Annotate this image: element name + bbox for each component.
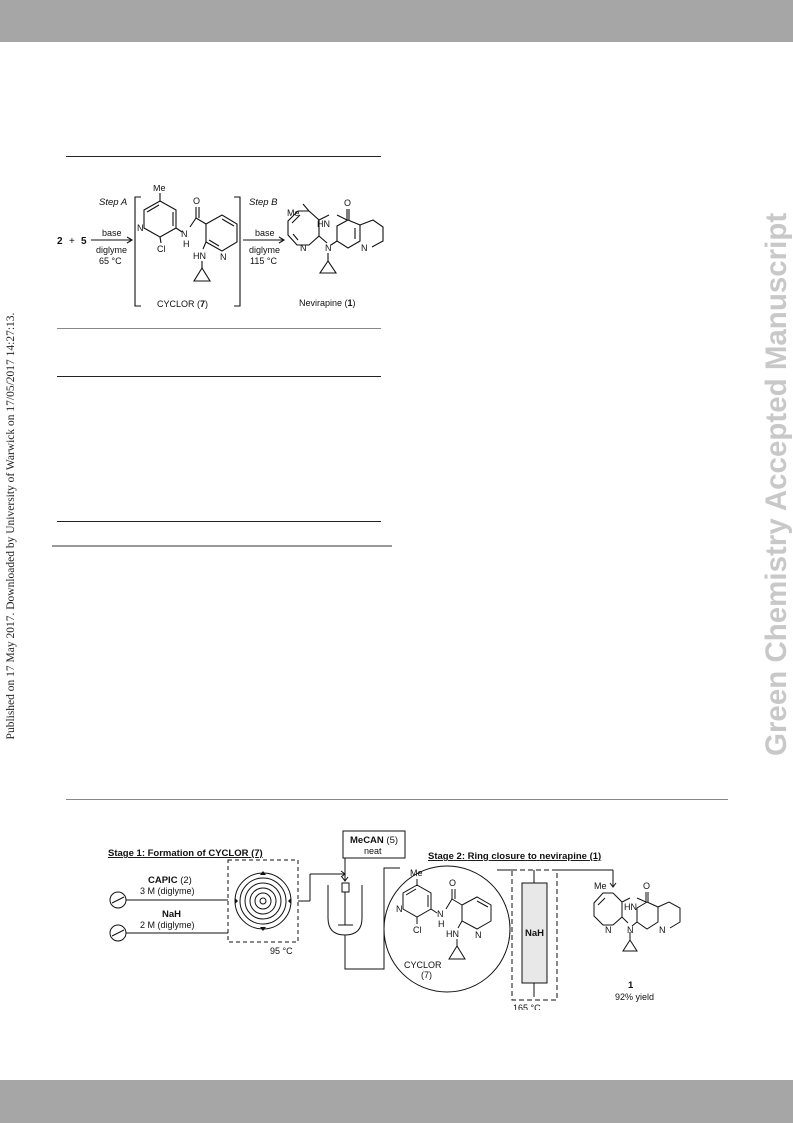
plus-sign: + [69, 236, 75, 247]
product-ring-n-left: N [605, 925, 612, 935]
capic-concentration: 3 M (diglyme) [140, 886, 195, 896]
column-nah-label: NaH [525, 928, 545, 939]
reagent-5: 5 [81, 236, 87, 247]
mecan-label: MeCAN (5) [350, 835, 399, 846]
rule-column-end [52, 545, 392, 547]
rule-table-bottom [57, 521, 381, 522]
bubble-amide-n: N [437, 909, 444, 919]
step-b-solvent: diglyme [249, 245, 281, 255]
step-b-base: base [255, 228, 275, 238]
bubble-hn: HN [446, 929, 459, 939]
step-a-solvent: diglyme [96, 245, 128, 255]
step-b-temp: 115 °C [250, 256, 277, 266]
reagent-2: 2 [57, 236, 63, 247]
nah-feed-label: NaH [162, 909, 182, 920]
stage2-heading: Stage 2: Ring closure to nevirapine (1) [428, 851, 602, 862]
mecan-neat: neat [364, 846, 382, 856]
rule-above-scheme2 [66, 799, 728, 800]
step-a-base: base [102, 228, 122, 238]
coil-temperature: 95 °C [270, 946, 293, 956]
product-hn: HN [624, 902, 637, 912]
product-yield: 92% yield [615, 992, 655, 1002]
product-methyl: Me [594, 881, 607, 891]
product-carbonyl-o: O [643, 881, 651, 891]
column-temperature: 165 °C [513, 1003, 541, 1010]
bubble-carbonyl-o: O [449, 878, 457, 888]
product-number: 1 [628, 980, 634, 991]
product-ring-n-right: N [659, 925, 666, 935]
cyclor-chloro: Cl [157, 244, 166, 254]
nah-feed-concentration: 2 M (diglyme) [140, 920, 195, 930]
cyclor-methyl: Me [153, 185, 166, 193]
accepted-manuscript-watermark: Green Chemistry Accepted Manuscript [760, 212, 793, 756]
bubble-methyl: Me [410, 868, 423, 878]
cyclor-name: CYCLOR (7) [157, 299, 209, 309]
bubble-pyridine-n: N [475, 930, 482, 940]
bubble-cyclor-num: (7) [421, 970, 432, 980]
nevirapine-hn: HN [317, 219, 330, 229]
step-b-label: Step B [249, 197, 278, 208]
cyclor-amide-h: H [183, 239, 190, 249]
top-gray-band [0, 0, 793, 42]
nevirapine-carbonyl-o: O [344, 198, 352, 208]
bubble-ring-n: N [396, 904, 403, 914]
rule-table-top [57, 376, 381, 377]
cyclor-pyridine-n: N [220, 252, 227, 262]
nevirapine-ring-n-right: N [361, 243, 368, 253]
cyclor-amide-n: N [181, 229, 188, 239]
step-a-temp: 65 °C [99, 256, 122, 266]
step-a-label: Step A [99, 197, 128, 208]
cyclor-carbonyl-o: O [193, 196, 201, 206]
bubble-amide-h: H [438, 919, 445, 929]
scheme2-flow-process [100, 825, 710, 1010]
bottom-gray-band [0, 1080, 793, 1123]
nevirapine-bridge-n: N [325, 243, 332, 253]
cyclor-hn: HN [193, 251, 206, 261]
stage1-heading: Stage 1: Formation of CYCLOR (7) [108, 848, 263, 859]
bubble-chloro: Cl [413, 925, 422, 935]
bubble-cyclor-name: CYCLOR [404, 960, 442, 970]
nevirapine-methyl: Me [287, 208, 300, 218]
nevirapine-ring-n-left: N [300, 243, 307, 253]
scheme1-reaction [55, 185, 385, 320]
published-side-note: Published on 17 May 2017. Downloaded by University of Warwick on 17/05/2017 14:27:13. [5, 312, 17, 740]
capic-label: CAPIC (2) [148, 875, 192, 886]
rule-below-scheme1 [57, 328, 381, 329]
product-bridge-n: N [627, 925, 634, 935]
top-rule-scheme1 [66, 156, 381, 157]
cyclor-ring-n: N [137, 223, 144, 233]
nevirapine-name: Nevirapine (1) [299, 298, 356, 308]
